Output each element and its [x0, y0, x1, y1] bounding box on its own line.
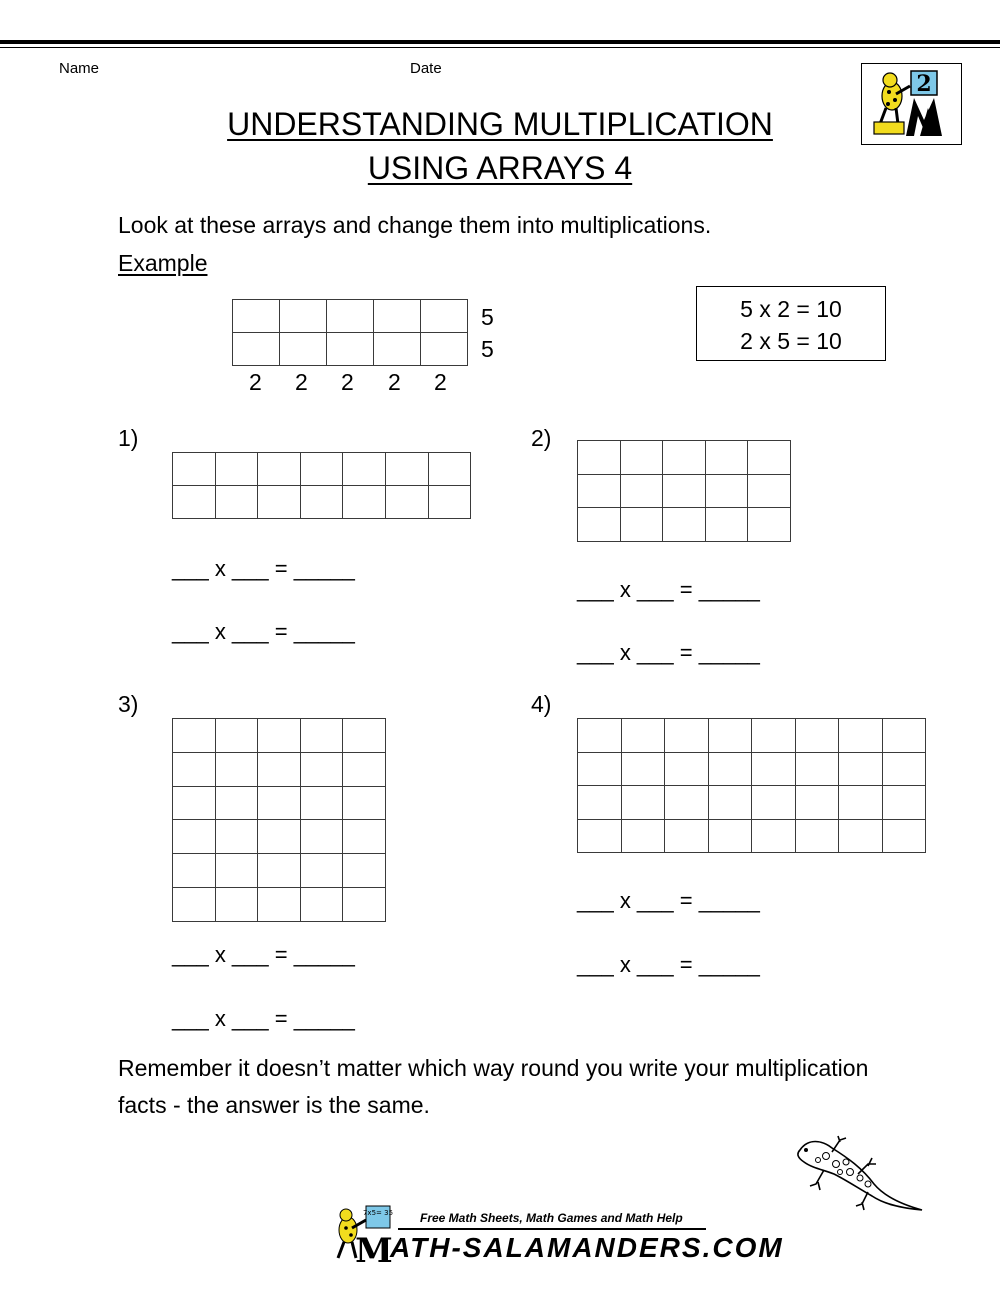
array-cell	[578, 474, 621, 508]
array-cell	[421, 333, 468, 366]
array-cell	[748, 508, 791, 542]
array-cell	[839, 719, 883, 753]
array-cell	[215, 486, 258, 519]
array-cell	[327, 300, 374, 333]
array-row	[233, 300, 468, 333]
example-array-grid	[232, 299, 468, 366]
array-cell	[374, 333, 421, 366]
array-cell	[343, 453, 386, 486]
example-col-label: 2	[341, 369, 354, 395]
array-cell	[233, 333, 280, 366]
example-answer: 2 x 5 = 10	[740, 328, 842, 354]
footer-salamander-logo-icon	[326, 1202, 396, 1266]
answer-blank-line[interactable]: ___ x ___ = _____	[172, 619, 355, 644]
answer-blank-line[interactable]: ___ x ___ = _____	[172, 1006, 355, 1031]
array-cell	[343, 486, 386, 519]
array-row	[173, 486, 471, 519]
array-cell	[215, 453, 258, 486]
array-cell	[882, 752, 926, 786]
answer-blank-line[interactable]: ___ x ___ = _____	[577, 952, 760, 977]
array-cell	[882, 786, 926, 820]
array-cell	[258, 719, 301, 753]
example-label: Example	[118, 250, 208, 276]
footer-brand[interactable]: ATH-SALAMANDERS.COM	[390, 1232, 784, 1263]
array-cell	[748, 441, 791, 475]
array-row	[578, 508, 791, 542]
array-cell	[578, 719, 622, 753]
array-cell	[421, 300, 468, 333]
array-cell	[280, 333, 327, 366]
array-cell	[300, 820, 343, 854]
array-cell	[665, 819, 709, 853]
array-cell	[300, 486, 343, 519]
array-cell	[665, 752, 709, 786]
footer-sign-text: 7x5= 35	[362, 1209, 394, 1217]
array-cell	[620, 441, 663, 475]
grade-number: 2	[916, 71, 932, 97]
array-row	[173, 887, 386, 921]
array-cell	[621, 719, 665, 753]
array-row	[578, 786, 926, 820]
array-cell	[258, 752, 301, 786]
footer-logo-letter: M	[355, 1231, 393, 1266]
answer-blank-line[interactable]: ___ x ___ = _____	[577, 577, 760, 602]
array-cell	[300, 786, 343, 820]
array-cell	[173, 453, 216, 486]
question-2-label: 2)	[531, 425, 552, 451]
array-cell	[300, 854, 343, 888]
array-cell	[300, 719, 343, 753]
footer-tagline: Free Math Sheets, Math Games and Math Help	[420, 1211, 683, 1225]
question-1-array-grid	[172, 452, 471, 519]
array-row	[173, 786, 386, 820]
array-cell	[215, 820, 258, 854]
array-cell	[882, 719, 926, 753]
array-cell	[578, 441, 621, 475]
array-cell	[385, 453, 428, 486]
array-cell	[663, 508, 706, 542]
array-cell	[839, 819, 883, 853]
array-cell	[343, 786, 386, 820]
array-row	[578, 752, 926, 786]
answer-blank-line[interactable]: ___ x ___ = _____	[172, 942, 355, 967]
array-cell	[708, 786, 752, 820]
array-cell	[300, 887, 343, 921]
array-cell	[795, 819, 839, 853]
array-cell	[300, 752, 343, 786]
array-cell	[343, 820, 386, 854]
top-rule-thin	[0, 47, 1000, 48]
example-col-label: 2	[249, 369, 262, 395]
array-cell	[752, 819, 796, 853]
question-4-label: 4)	[531, 691, 552, 717]
array-row	[173, 854, 386, 888]
array-cell	[173, 887, 216, 921]
array-row	[173, 752, 386, 786]
question-2-array-grid	[577, 440, 791, 542]
array-row	[173, 453, 471, 486]
array-cell	[327, 333, 374, 366]
reminder-line-1: Remember it doesn’t matter which way round you write your multiplication	[118, 1055, 869, 1081]
array-cell	[258, 820, 301, 854]
footer-divider	[398, 1228, 706, 1230]
array-cell	[428, 486, 471, 519]
array-cell	[665, 786, 709, 820]
array-cell	[428, 453, 471, 486]
array-cell	[258, 486, 301, 519]
example-col-label: 2	[388, 369, 401, 395]
array-cell	[173, 752, 216, 786]
array-cell	[578, 819, 622, 853]
instructions: Look at these arrays and change them into multiplications.	[118, 212, 712, 238]
array-cell	[705, 508, 748, 542]
array-cell	[343, 887, 386, 921]
array-cell	[173, 486, 216, 519]
array-cell	[752, 752, 796, 786]
array-cell	[752, 719, 796, 753]
answer-blank-line[interactable]: ___ x ___ = _____	[577, 888, 760, 913]
array-cell	[705, 441, 748, 475]
array-cell	[173, 854, 216, 888]
array-cell	[215, 854, 258, 888]
array-cell	[839, 786, 883, 820]
array-row	[578, 441, 791, 475]
date-label: Date	[410, 60, 442, 77]
example-answer: 5 x 2 = 10	[740, 296, 842, 322]
array-cell	[620, 508, 663, 542]
salamander-icon	[788, 1134, 928, 1218]
array-cell	[258, 453, 301, 486]
array-cell	[173, 719, 216, 753]
example-answer-box	[696, 286, 886, 361]
question-1-label: 1)	[118, 425, 139, 451]
array-cell	[215, 887, 258, 921]
array-row	[578, 719, 926, 753]
array-cell	[795, 786, 839, 820]
array-cell	[748, 474, 791, 508]
array-cell	[620, 474, 663, 508]
array-cell	[173, 786, 216, 820]
question-4-array-grid	[577, 718, 926, 853]
array-cell	[752, 786, 796, 820]
title-line-1: UNDERSTANDING MULTIPLICATION	[227, 106, 773, 142]
array-row	[173, 820, 386, 854]
array-cell	[280, 300, 327, 333]
array-cell	[258, 786, 301, 820]
reminder-line-2: facts - the answer is the same.	[118, 1092, 430, 1118]
array-cell	[705, 474, 748, 508]
array-row	[173, 719, 386, 753]
array-row	[578, 819, 926, 853]
array-cell	[343, 854, 386, 888]
array-cell	[343, 752, 386, 786]
answer-blank-line[interactable]: ___ x ___ = _____	[577, 640, 760, 665]
array-cell	[385, 486, 428, 519]
array-cell	[621, 752, 665, 786]
array-row	[578, 474, 791, 508]
answer-blank-line[interactable]: ___ x ___ = _____	[172, 556, 355, 581]
array-cell	[882, 819, 926, 853]
array-cell	[708, 819, 752, 853]
title-line-2: USING ARRAYS 4	[367, 150, 633, 186]
array-cell	[374, 300, 421, 333]
array-cell	[215, 786, 258, 820]
array-cell	[663, 474, 706, 508]
array-row	[233, 333, 468, 366]
top-rule	[0, 40, 1000, 44]
array-cell	[795, 752, 839, 786]
name-label: Name	[59, 60, 100, 77]
array-cell	[215, 752, 258, 786]
array-cell	[578, 752, 622, 786]
array-cell	[300, 453, 343, 486]
array-cell	[258, 887, 301, 921]
array-cell	[215, 719, 258, 753]
example-col-label: 2	[434, 369, 447, 395]
example-col-label: 2	[295, 369, 308, 395]
example-row-label: 5	[481, 304, 494, 330]
array-cell	[621, 786, 665, 820]
array-cell	[665, 719, 709, 753]
array-cell	[708, 752, 752, 786]
array-cell	[173, 820, 216, 854]
array-cell	[233, 300, 280, 333]
question-3-label: 3)	[118, 691, 139, 717]
array-cell	[708, 719, 752, 753]
example-row-label: 5	[481, 336, 494, 362]
array-cell	[343, 719, 386, 753]
array-cell	[663, 441, 706, 475]
array-cell	[258, 854, 301, 888]
array-cell	[578, 786, 622, 820]
array-cell	[795, 719, 839, 753]
question-3-array-grid	[172, 718, 386, 922]
array-cell	[578, 508, 621, 542]
array-cell	[621, 819, 665, 853]
array-cell	[839, 752, 883, 786]
